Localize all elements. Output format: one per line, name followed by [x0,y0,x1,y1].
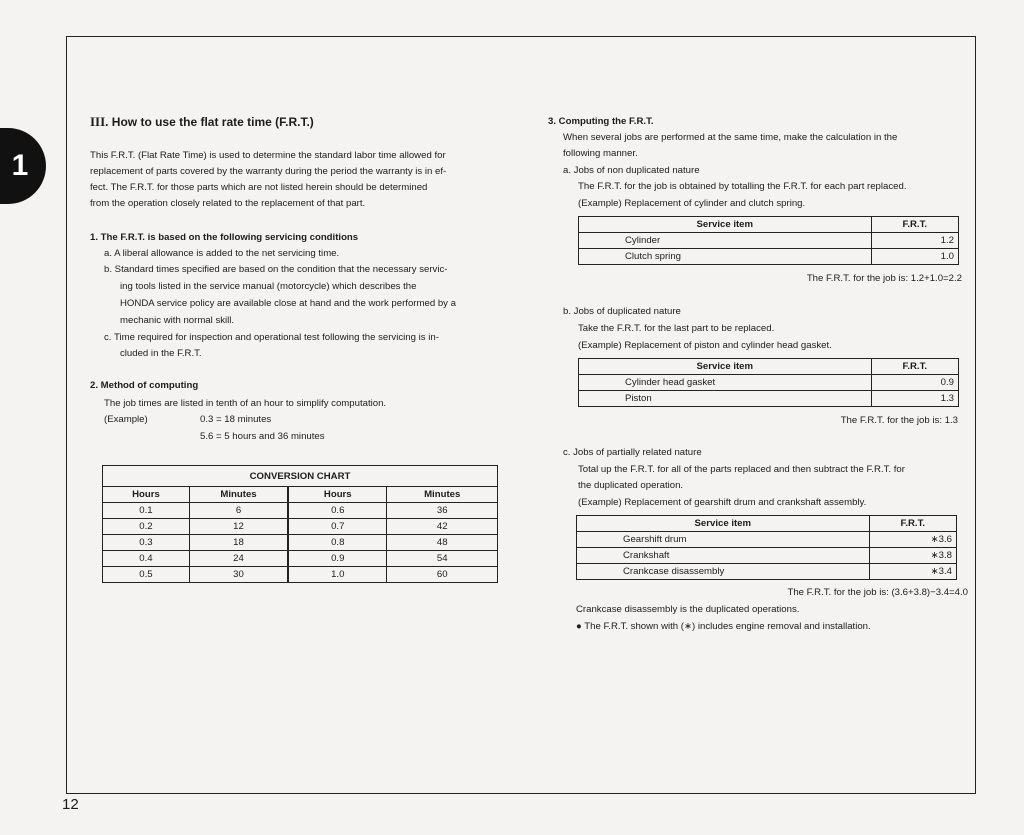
s2-example-label: (Example) [104,414,148,425]
s1-item-c-line: cluded in the F.R.T. [120,348,202,359]
s1-item-b-line: HONDA service policy are available close at hand and the work performed by a [120,298,456,309]
chart-row [103,519,498,535]
chart-row [103,535,498,551]
s3-title: 3. Computing the F.R.T. [548,116,654,127]
case-a-example: (Example) Replacement of cylinder and clutch spring. [578,198,806,209]
conversion-chart [102,465,498,583]
s1-item-a: a. A liberal allowance is added to the net servicing time. [104,248,340,259]
intro-line: replacement of parts covered by the warranty during the period the warranty is in ef- [90,166,447,177]
chart-header: Hours [288,487,387,503]
chart-header: Minutes [189,487,288,503]
service-table-header: F.R.T. [871,217,958,233]
chart-cell: 30 [189,567,288,583]
s2-text: The job times are listed in tenth of an hour to simplify computation. [104,398,387,409]
case-b-text: Take the F.R.T. for the last part to be replaced. [578,323,775,334]
s1-item-c-line: c. Time required for inspection and operational test following the servicing is in- [104,332,439,343]
frt-value: ∗3.8 [869,548,956,564]
table-row [579,391,959,407]
chart-header: Minutes [387,487,498,503]
service-item: Crankshaft [577,548,870,564]
table-row [579,249,959,265]
s1-item-b-line: mechanic with normal skill. [120,315,235,326]
chart-cell: 60 [387,567,498,583]
s2-title: 2. Method of computing [90,380,199,391]
s3-intro-line: following manner. [563,148,638,159]
case-a-result: The F.R.T. for the job is: 1.2+1.0=2.2 [806,273,962,284]
service-table-header: Service item [577,516,870,532]
case-c-title: c. Jobs of partially related nature [563,447,702,458]
case-c-text-line: the duplicated operation. [578,480,684,491]
table-row [579,233,959,249]
chart-cell: 36 [387,503,498,519]
service-item: Cylinder [579,233,872,249]
case-b-title: b. Jobs of duplicated nature [563,306,681,317]
chart-cell: 0.8 [288,535,387,551]
service-table-header: Service item [579,359,872,375]
case-c-example: (Example) Replacement of gearshift drum and crankshaft assembly. [578,497,867,508]
case-a-text: The F.R.T. for the job is obtained by totalling the F.R.T. for each part replaced. [578,181,907,192]
chart-cell: 18 [189,535,288,551]
service-table-header: F.R.T. [869,516,956,532]
chart-row [103,503,498,519]
chart-cell: 0.4 [103,551,190,567]
intro-line: This F.R.T. (Flat Rate Time) is used to determine the standard labor time allowed for [90,150,446,161]
chart-cell: 54 [387,551,498,567]
chart-cell: 42 [387,519,498,535]
section-heading-text: How to use the flat rate time (F.R.T.) [111,115,314,129]
frt-value: ∗3.6 [869,532,956,548]
chart-row [103,567,498,583]
chart-cell: 12 [189,519,288,535]
case-c-note: Crankcase disassembly is the duplicated operations. [576,604,800,615]
service-item: Crankcase disassembly [577,564,870,580]
frt-value: 1.2 [871,233,958,249]
frt-value: 1.3 [871,391,958,407]
chart-cell: 0.9 [288,551,387,567]
case-c-result: The F.R.T. for the job is: (3.6+3.8)−3.4=4.0 [787,587,968,598]
service-table-c [576,515,957,580]
chapter-tab [0,128,46,204]
chart-cell: 6 [189,503,288,519]
service-item: Gearshift drum [577,532,870,548]
chart-cell: 0.5 [103,567,190,583]
intro-line: fect. The F.R.T. for those parts which are not listed herein should be determined [90,182,428,193]
chart-cell: 24 [189,551,288,567]
page-number: 12 [62,796,79,813]
conversion-chart-title: CONVERSION CHART [103,466,498,487]
service-table-header: Service item [579,217,872,233]
s2-example-2: 5.6 = 5 hours and 36 minutes [200,431,325,442]
chart-cell: 0.1 [103,503,190,519]
table-row [577,564,957,580]
service-item: Cylinder head gasket [579,375,872,391]
case-b-result: The F.R.T. for the job is: 1.3 [840,415,958,426]
s2-example-1: 0.3 = 18 minutes [200,414,272,425]
chart-header: Hours [103,487,190,503]
service-table-header: F.R.T. [871,359,958,375]
service-item: Clutch spring [579,249,872,265]
service-table-b [578,358,959,407]
table-row [577,548,957,564]
chart-cell: 0.7 [288,519,387,535]
chart-cell: 0.2 [103,519,190,535]
intro-line: from the operation closely related to the replacement of that part. [90,198,366,209]
service-table-a [578,216,959,265]
case-c-text-line: Total up the F.R.T. for all of the parts replaced and then subtract the F.R.T. for [578,464,905,475]
chart-cell: 0.3 [103,535,190,551]
table-row [577,532,957,548]
s1-item-b-line: ing tools listed in the service manual (motorcycle) which describes the [120,281,417,292]
chart-row [103,551,498,567]
case-b-example: (Example) Replacement of piston and cylinder head gasket. [578,340,832,351]
chart-cell: 0.6 [288,503,387,519]
case-a-title: a. Jobs of non duplicated nature [563,165,700,176]
chart-cell: 48 [387,535,498,551]
chapter-number: 1 [11,149,29,182]
chart-cell: 1.0 [288,567,387,583]
s1-title: 1. The F.R.T. is based on the following servicing conditions [90,232,359,243]
service-item: Piston [579,391,872,407]
s3-intro-line: When several jobs are performed at the same time, make the calculation in the [563,132,898,143]
s1-item-b-line: b. Standard times specified are based on the condition that the necessary servic- [104,264,448,275]
frt-value: 0.9 [871,375,958,391]
table-row [579,375,959,391]
case-c-footnote: ● The F.R.T. shown with (∗) includes engine removal and installation. [576,621,871,632]
section-heading [90,114,314,130]
frt-value: ∗3.4 [869,564,956,580]
section-roman-numeral: III. [90,114,109,129]
frt-value: 1.0 [871,249,958,265]
